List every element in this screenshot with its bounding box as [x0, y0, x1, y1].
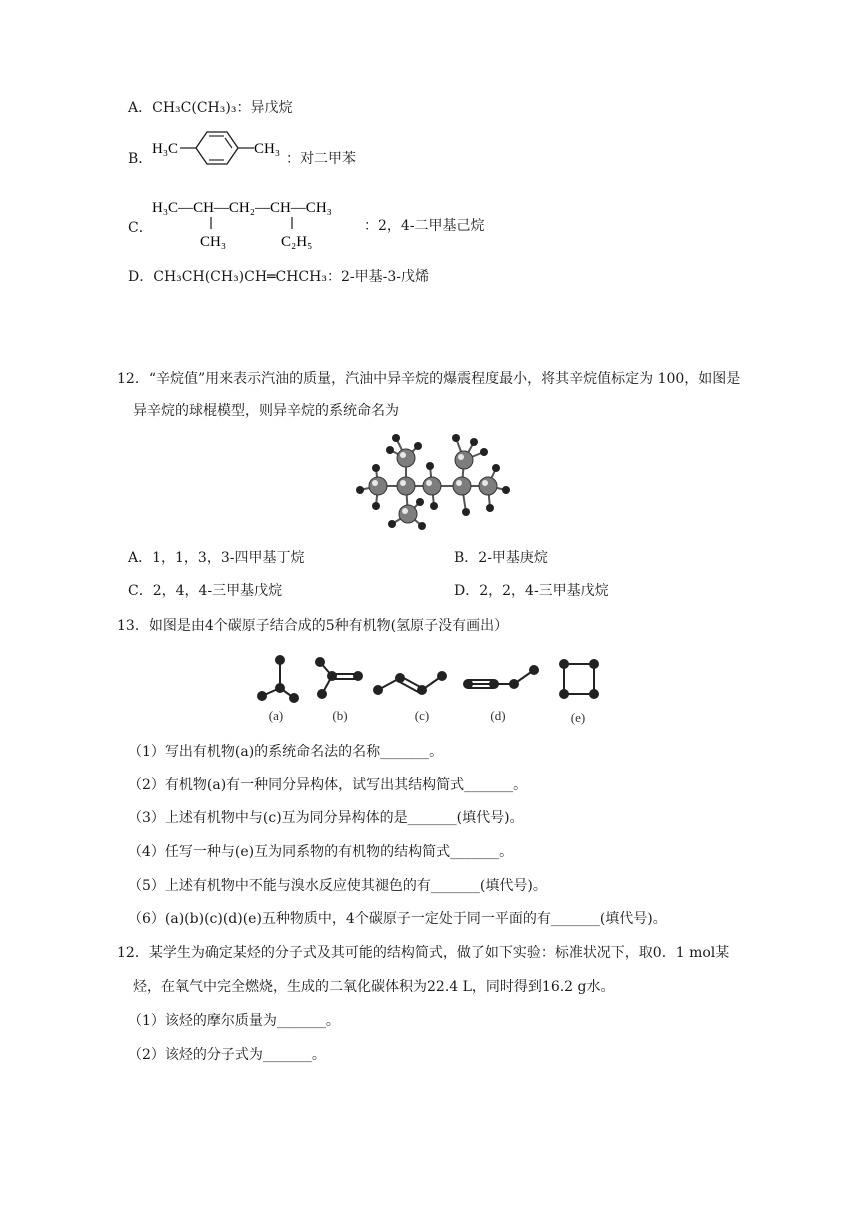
q14-sub-2: （2）该烃的分子式为_______。	[128, 1047, 326, 1063]
option-c-label: C．	[128, 220, 153, 236]
option-c-text: ：2，4-二甲基己烷	[364, 218, 485, 234]
c-sub-ethyl: C₂H₅	[281, 234, 313, 250]
p-xylene-structure	[150, 128, 290, 176]
label-e: (e)	[570, 710, 586, 725]
five-molecules-figure	[250, 648, 622, 730]
q13-sub-1: （1）写出有机物(a)的系统命名法的名称_______。	[128, 744, 444, 760]
q14-sub-1: （1）该烃的摩尔质量为_______。	[128, 1013, 340, 1029]
option-d-text: CH₃CH(CH₃)CH═CHCH₃：2-甲基-3-戊烯	[153, 269, 429, 285]
molecule-a	[258, 656, 298, 702]
label-b: (b)	[332, 708, 348, 723]
hexane-structure	[150, 194, 370, 252]
label-c: (c)	[414, 708, 430, 723]
isooctane-ball-stick-model	[350, 428, 516, 534]
q13-sub-6: （6）(a)(b)(c)(d)(e)五种物质中，4个碳原子一定处于同一平面的有_______(填代号)。	[128, 911, 667, 927]
option-d-label: D．	[128, 269, 154, 285]
c-main-chain: H₃C—CH—CH₂—CH—CH₃	[152, 200, 332, 216]
q12-stem-line1: 12．“辛烷值”用来表示汽油的质量，汽油中异辛烷的爆震程度最小，将其辛烷值标定为 100，如图是	[117, 371, 741, 387]
molecule-b	[316, 658, 362, 698]
q14-stem-line1: 12．某学生为确定某烃的分子式及其可能的结构简式，做了如下实验：标准状况下，取0．1 mol某	[117, 945, 730, 961]
q13-sub-2: （2）有机物(a)有一种同分异构体，试写出其结构简式_______。	[128, 777, 528, 793]
q12-option-b: B．2-甲基庚烷	[454, 550, 548, 566]
option-b-label: B．	[128, 151, 153, 167]
option-a-text: CH₃C(CH₃)₃：异戊烷	[152, 100, 293, 116]
option-d	[128, 267, 429, 287]
b-left-group: H₃C	[152, 141, 179, 157]
molecule-d	[464, 666, 538, 688]
molecule-e	[560, 660, 598, 698]
option-a-label: A．	[128, 100, 153, 116]
q13-sub-5: （5）上述有机物中不能与溴水反应使其褪色的有_______(填代号)。	[128, 878, 547, 894]
q12-stem-line2: 异辛烷的球棍模型，则异辛烷的系统命名为	[133, 403, 399, 419]
label-d: (d)	[490, 708, 506, 723]
b-right-group: CH₃	[254, 141, 281, 157]
q12-option-a: A．1，1，3，3-四甲基丁烷	[128, 550, 305, 566]
q13-sub-3: （3）上述有机物中与(c)互为同分异构体的是_______(填代号)。	[128, 810, 524, 826]
molecule-c	[374, 672, 446, 694]
c-sub-methyl: CH₃	[200, 234, 227, 250]
option-a	[128, 98, 292, 118]
q12-option-c: C．2，4，4-三甲基戊烷	[128, 583, 283, 599]
q14-stem-line2: 烃，在氧气中完全燃烧，生成的二氧化碳体积为22.4 L，同时得到16.2 g水。	[133, 979, 615, 995]
q13-sub-4: （4）任写一种与(e)互为同系物的有机物的结构简式_______。	[128, 844, 514, 860]
q12-option-d: D．2，2，4-三甲基戊烷	[454, 583, 609, 599]
option-b-text: ：对二甲苯	[286, 151, 356, 167]
label-a: (a)	[268, 708, 284, 723]
q13-stem: 13．如图是由4个碳原子结合成的5种有机物(氢原子没有画出）	[117, 618, 509, 634]
